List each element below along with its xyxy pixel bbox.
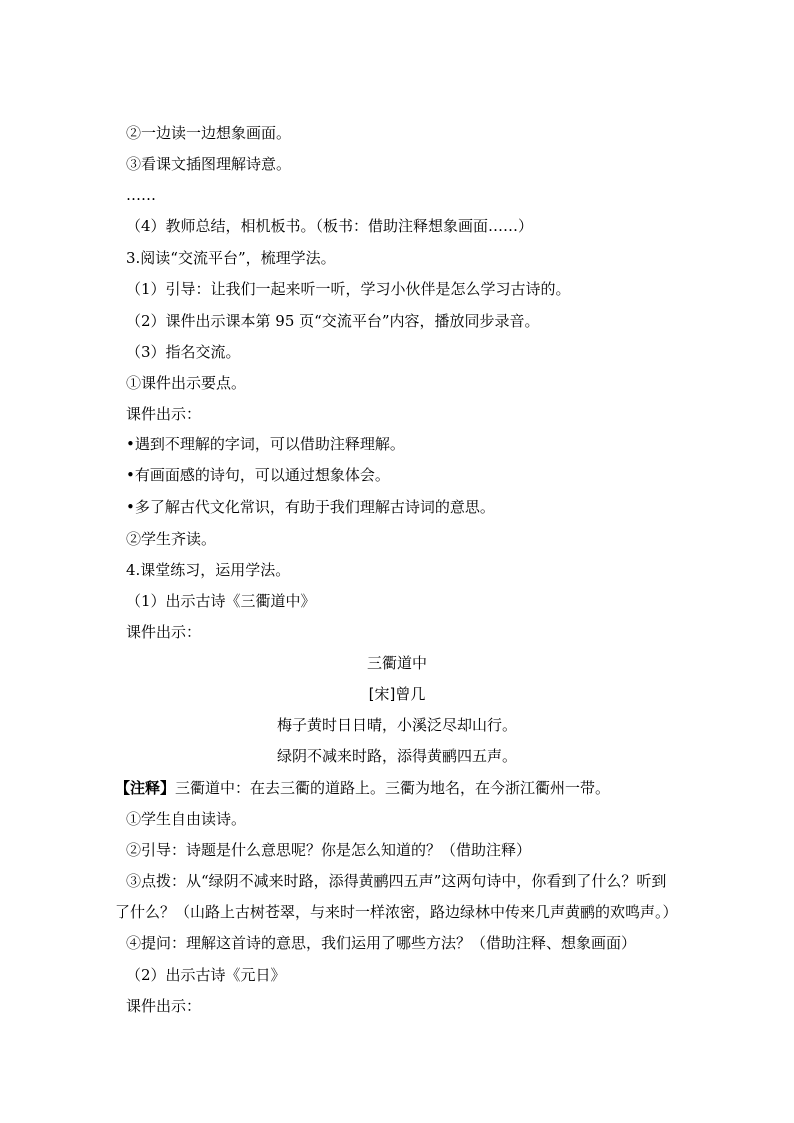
note-line xyxy=(115,778,610,798)
text-line: ③看课文插图理解诗意。 xyxy=(126,155,292,173)
text-line: …… xyxy=(126,186,156,204)
text-line: （2）课件出示课本第 95 页“交流平台”内容，播放同步录音。 xyxy=(126,312,540,330)
text-line: 课件出示： xyxy=(126,405,202,423)
text-line: （3）指名交流。 xyxy=(126,343,241,361)
poem-title: 三衢道中 xyxy=(366,654,427,672)
bullet-item: •有画面感的诗句，可以通过想象体会。 xyxy=(126,466,390,484)
text-line: 3.阅读“交流平台”，梳理学法。 xyxy=(126,249,336,267)
poem-author: [宋]曾几 xyxy=(368,685,426,703)
text-line: 课件出示： xyxy=(126,623,202,641)
text-line: 课件出示： xyxy=(126,997,202,1015)
text-line: ③点拨：从“绿阴不减来时路，添得黄鹂四五声”这两句诗中，你看到了什么？听到 xyxy=(126,872,667,890)
poem-line: 绿阴不减来时路，添得黄鹂四五声。 xyxy=(276,747,517,765)
text-line: （1）出示古诗《三衢道中》 xyxy=(126,592,316,610)
text-line: ②学生齐读。 xyxy=(126,530,217,548)
text-line: ②引导：诗题是什么意思呢？你是怎么知道的？（借助注释） xyxy=(126,841,532,859)
text-line: 4.课堂练习，运用学法。 xyxy=(126,561,291,579)
bullet-item: •遇到不理解的字词，可以借助注释理解。 xyxy=(126,435,405,453)
poem-line: 梅子黄时日日晴，小溪泛尽却山行。 xyxy=(276,716,517,734)
text-line: （2）出示古诗《元日》 xyxy=(126,966,286,984)
text-line: ①学生自由读诗。 xyxy=(126,810,247,828)
text-line: ②一边读一边想象画面。 xyxy=(126,124,292,142)
text-line: （4）教师总结，相机板书。（板书：借助注释想象画面……） xyxy=(126,217,534,235)
text-line: ④提问：理解这首诗的意思，我们运用了哪些方法？（借助注释、想象画面） xyxy=(126,934,637,952)
note-text: 三衢道中：在去三衢的道路上。三衢为地名，在今浙江衢州一带。 xyxy=(175,779,611,797)
text-line: 了什么？（山路上古树苍翠，与来时一样浓密，路边绿林中传来几声黄鹂的欢鸣声。） xyxy=(115,903,678,921)
text-line: （1）引导：让我们一起来听一听，学习小伙伴是怎么学习古诗的。 xyxy=(126,280,571,298)
note-label: 【注释】 xyxy=(115,779,176,797)
text-line: ①课件出示要点。 xyxy=(126,374,247,392)
bullet-item: •多了解古代文化常识，有助于我们理解古诗词的意思。 xyxy=(126,498,495,516)
